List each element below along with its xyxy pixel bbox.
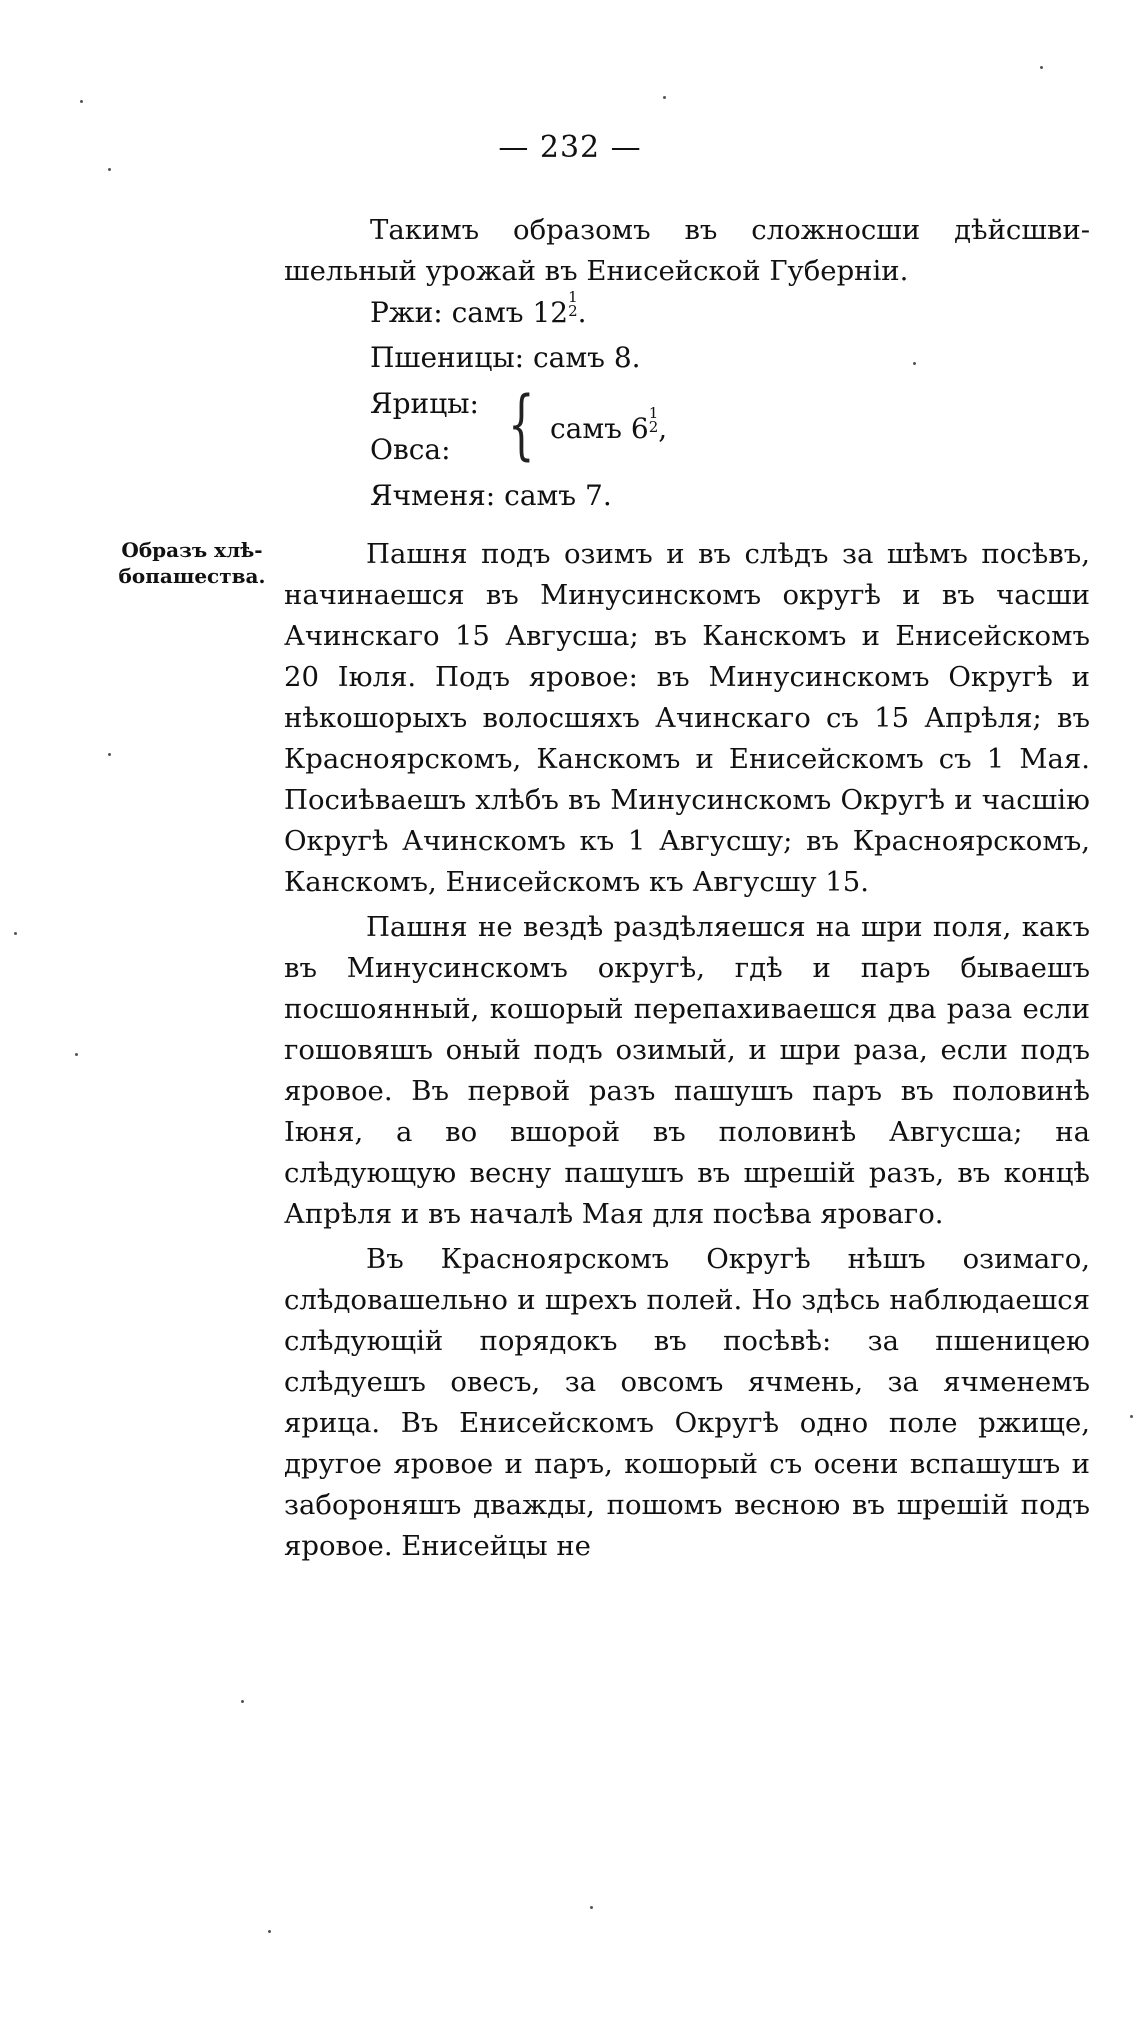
scan-speck [268, 1930, 271, 1933]
scan-speck [1130, 1415, 1133, 1418]
yield-label: Ржи: [370, 296, 443, 329]
scan-speck [108, 168, 111, 171]
paragraph: Въ Красноярскомъ Округѣ нѣшъ озимаго, слѣдовашельно и шрехъ полей. Но здѣсь наблюдаешся слѣдующій порядокъ въ посѣвѣ: за пшеницею слѣдуешъ овесъ, за овсомъ ячмень, за ячменемъ ярица. Въ Енисейскомъ Округѣ одно поле ржище, другое яровое и паръ, кошорый съ осени вспашушъ и забороняшъ дважды, пошомъ весною въ шрешій подъ яровое. Енисейцы не [284, 1243, 1090, 1562]
scan-speck [80, 100, 83, 103]
paragraph: Пашня подъ озимъ и въ слѣдъ за шѣмъ посѣвъ, начинаешся въ Минусинскомъ округѣ и въ часши Ачинскаго 15 Авгусша; въ Канскомъ и Енисейскомъ 20 Іюля. Подъ яровое: въ Минусинскомъ Округѣ и нѣкошорыхъ волосшяхъ Ачинскаго съ 15 Апрѣля; въ Красноярскомъ, Канскомъ и Енисейскомъ съ 1 Мая. Посиѣваешъ хлѣбъ въ Минусинскомъ Округѣ и часшію Округѣ Ачинскомъ къ 1 Авгусшу; въ Красноярскомъ, Канскомъ, Енисейскомъ къ Авгусшу 15. [284, 538, 1090, 898]
yield-fraction: 1 2 [568, 288, 578, 320]
scan-speck [108, 753, 111, 756]
scan-speck [913, 362, 916, 365]
scan-speck [75, 1053, 78, 1056]
yield-row-rye: Ржи: самъ 12 1 2 . [370, 288, 587, 329]
yield-label: Ярицы: [370, 387, 479, 420]
yield-value: самъ 6 1 2 , [550, 404, 668, 445]
yield-label: Ячменя: [370, 479, 496, 512]
scan-speck [241, 1700, 244, 1703]
yield-row-barley [370, 474, 641, 520]
curly-brace: { [508, 379, 535, 468]
scan-speck [663, 96, 666, 99]
yield-group-spring-oats [370, 379, 668, 474]
yield-label: Овса: [370, 433, 451, 466]
yield-row-wheat [370, 336, 641, 382]
scan-speck [1040, 66, 1043, 69]
page-number: — 232 — [498, 130, 642, 165]
scan-speck [14, 932, 17, 935]
intro-text: Такимъ образомъ въ сложносши дѣйсшвишельный урожай въ Енисейской Губерніи. [284, 214, 1090, 287]
margin-note: Образъ хлѣбопашества. [118, 538, 266, 588]
paragraph: Пашня не вездѣ раздѣляешся на шри поля, какъ въ Минусинскомъ округѣ, гдѣ и паръ бываешъ посшоянный, кошорый перепахиваешся два раза если гошовяшъ оный подъ озимый, и шри раза, если подъ яровое. Въ первой разъ пашушъ паръ въ половинѣ Іюня, а во вшорой въ половинѣ Авгусша; на слѣдующую весну пашушъ въ шрешій разъ, въ концѣ Апрѣля и въ началѣ Мая для посѣва яроваго. [284, 911, 1090, 1230]
yield-label: Пшеницы: [370, 341, 525, 374]
yield-list [370, 288, 668, 520]
body-text [284, 534, 1090, 1571]
scan-speck [590, 1906, 593, 1909]
yield-value: самъ 8. [532, 341, 641, 374]
yield-value: самъ 12 [451, 296, 569, 329]
intro-paragraph [284, 210, 1090, 292]
yield-value: самъ 7. [504, 479, 612, 512]
